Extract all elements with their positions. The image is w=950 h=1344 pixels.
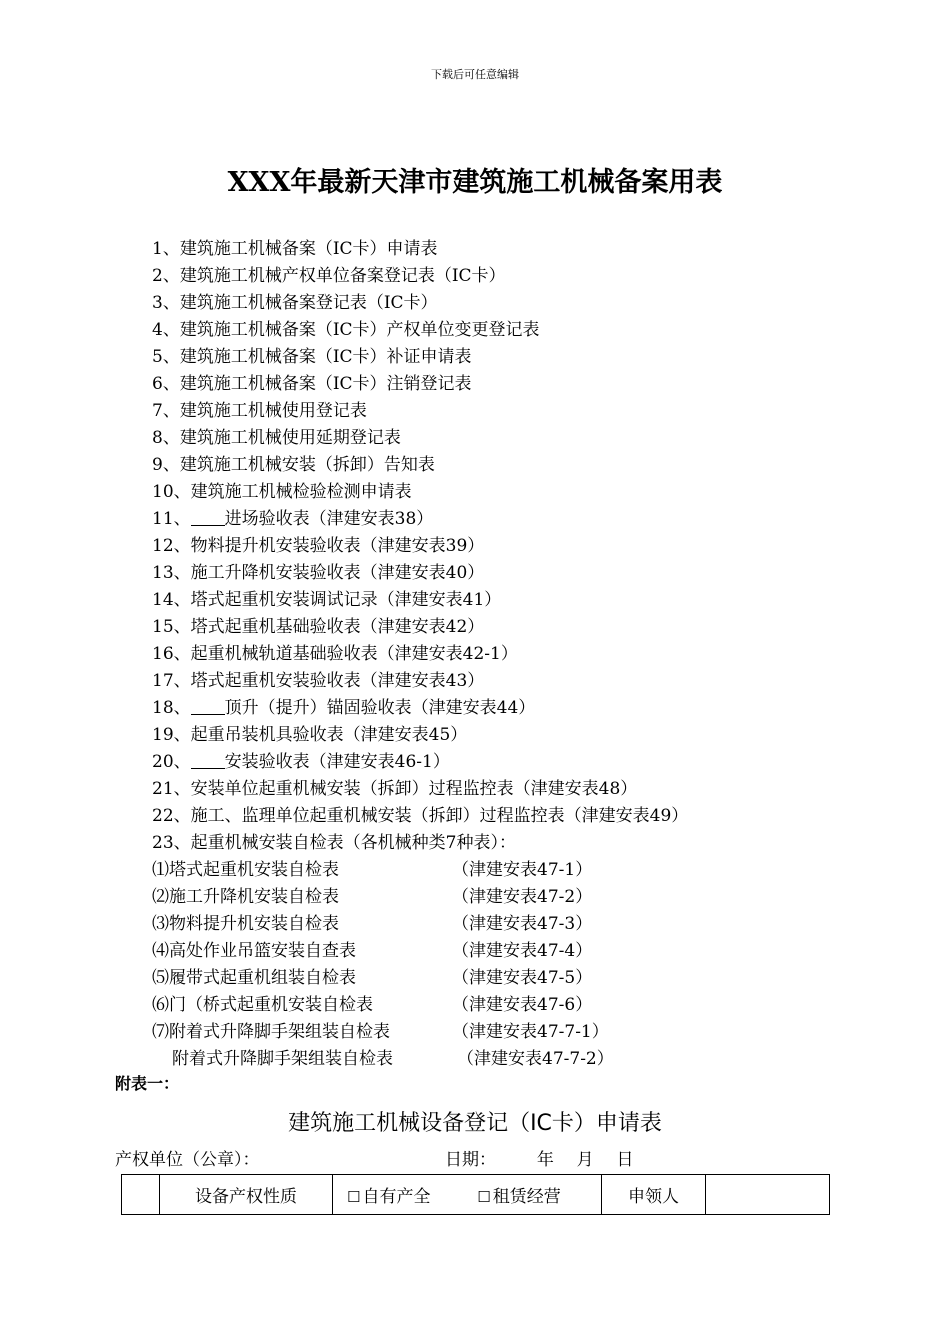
list-item: 15、塔式起重机基础验收表（津建安表42） (152, 617, 485, 637)
nature-label-cell: 设备产权性质 (160, 1175, 333, 1215)
list-item: 21、安装单位起重机械安装（拆卸）过程监控表（津建安表48） (152, 779, 638, 799)
checkbox-icon: ☐ (347, 1188, 361, 1206)
list-item: 22、施工、监理单位起重机械安装（拆卸）过程监控表（津建安表49） (152, 806, 689, 826)
fill-blank (191, 750, 225, 769)
sub-list-item: ⑹门（桥式起重机安装自检表 （津建安表47-6） (152, 995, 593, 1015)
list-item: 9、建筑施工机械安装（拆卸）告知表 (152, 455, 435, 475)
date-line (445, 1145, 633, 1170)
document-title: XXX年最新天津市建筑施工机械备案用表 (227, 167, 723, 198)
owner-label: 产权单位（公章）： (115, 1150, 260, 1170)
list-item: 5、建筑施工机械备案（IC卡）补证申请表 (152, 347, 472, 367)
appendix-label: 附表一： (115, 1074, 180, 1093)
table-of-contents (152, 236, 912, 1073)
ownership-options-cell (333, 1175, 602, 1215)
list-item: 6、建筑施工机械备案（IC卡）注销登记表 (152, 374, 472, 394)
sub-list-item: ⑶物料提升机安装自检表 （津建安表47-3） (152, 914, 593, 934)
list-item: 7、建筑施工机械使用登记表 (152, 401, 367, 421)
list-item: 4、建筑施工机械备案（IC卡）产权单位变更登记表 (152, 320, 540, 340)
date-month: 月 (576, 1150, 594, 1170)
sub-list-item: 附着式升降脚手架组装自检表 （津建安表47-7-2） (172, 1049, 614, 1069)
fill-blank (191, 696, 225, 715)
sub-list-item: ⑺附着式升降脚手架组装自检表 （津建安表47-7-1） (152, 1022, 609, 1042)
header-note: 下载后可任意编辑 (431, 68, 519, 81)
sub-list-item: ⑴塔式起重机安装自检表 （津建安表47-1） (152, 860, 593, 880)
list-item: 2、建筑施工机械产权单位备案登记表（IC卡） (152, 266, 506, 286)
list-item: 20、 安装验收表（津建安表46-1） (152, 752, 450, 772)
list-item: 8、建筑施工机械使用延期登记表 (152, 428, 401, 448)
form-title: 建筑施工机械设备登记（IC卡）申请表 (288, 1111, 662, 1136)
list-item: 3、建筑施工机械备案登记表（IC卡） (152, 293, 438, 313)
sub-list-item: ⑸履带式起重机组装自检表 （津建安表47-5） (152, 968, 593, 988)
form-meta (115, 1145, 835, 1171)
empty-cell[interactable] (122, 1175, 160, 1215)
fill-blank (191, 507, 225, 526)
applicant-label-cell: 申领人 (602, 1175, 706, 1215)
checkbox-icon: ☐ (477, 1188, 491, 1206)
list-item: 10、建筑施工机械检验检测申请表 (152, 482, 412, 502)
date-label: 日期： (445, 1150, 496, 1170)
list-item: 17、塔式起重机安装验收表（津建安表43） (152, 671, 485, 691)
lease-option-checkbox[interactable]: ☐ 租赁经营 (477, 1187, 561, 1207)
list-item: 14、塔式起重机安装调试记录（津建安表41） (152, 590, 502, 610)
date-day: 日 (616, 1150, 634, 1170)
list-item: 11、 进场验收表（津建安表38） (152, 509, 434, 529)
list-item: 12、物料提升机安装验收表（津建安表39） (152, 536, 485, 556)
sub-list-item: ⑵施工升降机安装自检表 （津建安表47-2） (152, 887, 593, 907)
list-item: 23、起重机械安装自检表（各机械种类7种表）： (152, 833, 516, 853)
list-item: 1、建筑施工机械备案（IC卡）申请表 (152, 239, 438, 259)
own-option-checkbox[interactable]: ☐ 自有产全 (347, 1187, 431, 1207)
list-item: 18、 顶升（提升）锚固验收表（津建安表44） (152, 698, 536, 718)
registration-table (121, 1174, 830, 1215)
date-year: 年 (536, 1150, 554, 1170)
list-item: 19、起重吊装机具验收表（津建安表45） (152, 725, 468, 745)
applicant-value-cell[interactable] (706, 1175, 830, 1215)
table-row (122, 1175, 830, 1215)
list-item: 16、起重机械轨道基础验收表（津建安表42-1） (152, 644, 518, 664)
list-item: 13、施工升降机安装验收表（津建安表40） (152, 563, 485, 583)
sub-list-item: ⑷高处作业吊篮安装自查表 （津建安表47-4） (152, 941, 593, 961)
